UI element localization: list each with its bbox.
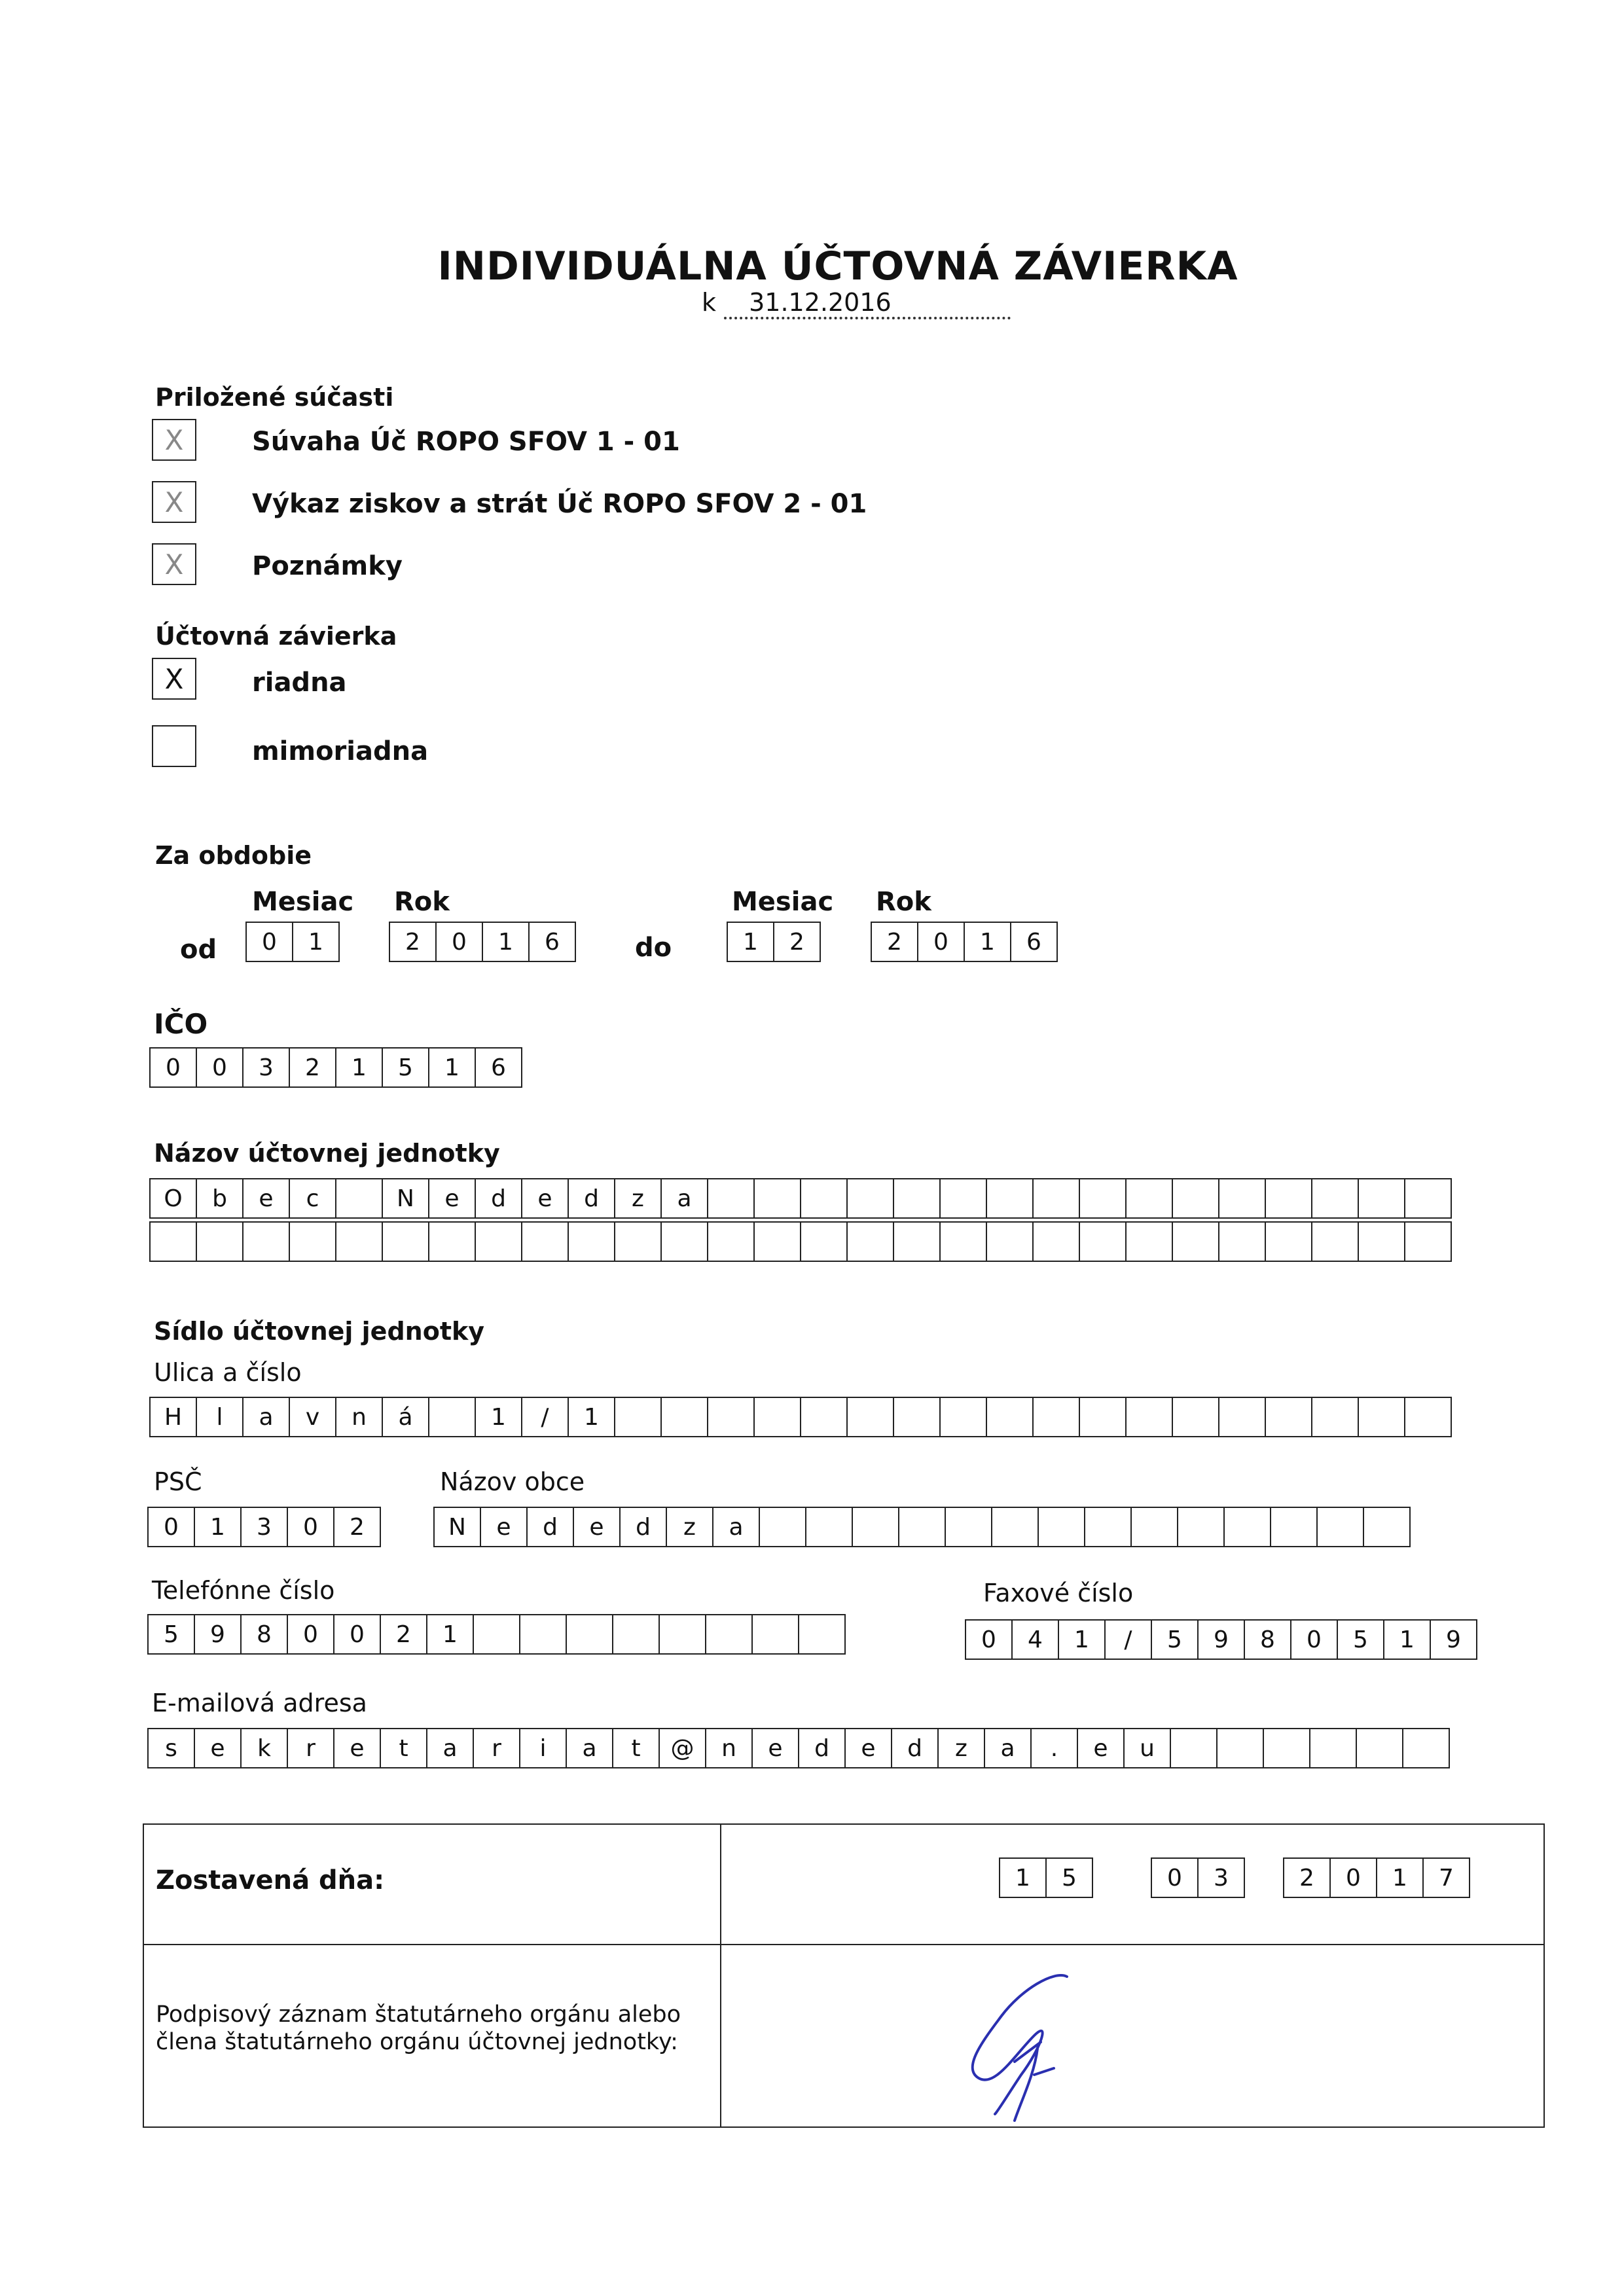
entity-name-cell[interactable] xyxy=(242,1221,290,1262)
report-date-line xyxy=(702,288,1011,319)
to-month-cell[interactable]: 2 xyxy=(773,922,821,962)
street-cell[interactable] xyxy=(893,1397,941,1437)
zip-cell[interactable]: 2 xyxy=(333,1507,381,1547)
to-year-label: Rok xyxy=(876,887,931,917)
to-year-cell[interactable]: 1 xyxy=(964,922,1011,962)
entity-name-cell[interactable] xyxy=(521,1221,569,1262)
email-cell[interactable]: a xyxy=(426,1728,474,1768)
city-cell[interactable] xyxy=(1038,1507,1085,1547)
street-cell[interactable] xyxy=(1218,1397,1266,1437)
street-cell[interactable]: n xyxy=(335,1397,383,1437)
city-cell[interactable] xyxy=(1316,1507,1364,1547)
email-cell[interactable]: e xyxy=(194,1728,242,1768)
entity-name-cell[interactable]: e xyxy=(428,1178,476,1219)
city-cell[interactable] xyxy=(852,1507,899,1547)
compiled-day-cell[interactable]: 1 xyxy=(999,1857,1047,1898)
phone-cell[interactable] xyxy=(473,1614,520,1655)
entity-name-cell[interactable] xyxy=(289,1221,336,1262)
compiled-day-cell[interactable]: 5 xyxy=(1045,1857,1093,1898)
city-cell[interactable]: N xyxy=(433,1507,481,1547)
signature-label-line-2: člena štatutárneho orgánu účtovnej jednotky: xyxy=(156,2029,678,2055)
city-cell[interactable] xyxy=(1270,1507,1318,1547)
entity-name-cell[interactable] xyxy=(939,1221,987,1262)
report-date[interactable]: 31.12.2016 xyxy=(724,288,1011,319)
from-year-field[interactable] xyxy=(389,922,576,962)
checkbox-regular[interactable]: X xyxy=(152,658,196,700)
street-cell[interactable] xyxy=(1125,1397,1173,1437)
email-cell[interactable]: a xyxy=(566,1728,613,1768)
fax-field[interactable] xyxy=(965,1619,1477,1660)
checkbox-notes[interactable]: X xyxy=(152,543,196,585)
fax-cell[interactable]: 5 xyxy=(1337,1619,1384,1660)
phone-cell[interactable] xyxy=(798,1614,846,1655)
phone-label: Telefónne číslo xyxy=(152,1576,335,1605)
compiled-month-cell[interactable]: 0 xyxy=(1151,1857,1199,1898)
email-cell[interactable]: e xyxy=(333,1728,381,1768)
city-cell[interactable]: z xyxy=(666,1507,713,1547)
phone-cell[interactable] xyxy=(519,1614,567,1655)
phone-cell[interactable]: 0 xyxy=(333,1614,381,1655)
from-year-label: Rok xyxy=(394,887,450,917)
entity-name-cell[interactable] xyxy=(1311,1221,1359,1262)
email-cell[interactable]: r xyxy=(473,1728,520,1768)
table-divider-vertical xyxy=(720,1823,721,2128)
entity-name-cell[interactable]: c xyxy=(289,1178,336,1219)
entity-name-cell[interactable] xyxy=(1172,1178,1219,1219)
to-month-label: Mesiac xyxy=(732,887,834,917)
entity-name-cell[interactable] xyxy=(382,1221,429,1262)
street-cell[interactable] xyxy=(1358,1397,1405,1437)
street-field[interactable] xyxy=(149,1397,1452,1437)
compiled-year-field[interactable] xyxy=(1283,1857,1470,1898)
from-year-cell[interactable]: 2 xyxy=(389,922,437,962)
email-cell[interactable]: e xyxy=(1077,1728,1125,1768)
entity-name-cell[interactable]: e xyxy=(242,1178,290,1219)
to-year-field[interactable] xyxy=(871,922,1058,962)
from-year-cell[interactable]: 0 xyxy=(435,922,483,962)
entity-name-cell[interactable] xyxy=(939,1178,987,1219)
entity-name-cell[interactable] xyxy=(1079,1221,1127,1262)
city-cell[interactable]: d xyxy=(619,1507,667,1547)
email-cell[interactable]: t xyxy=(380,1728,427,1768)
entity-name-cell[interactable] xyxy=(1032,1178,1080,1219)
fax-cell[interactable]: 5 xyxy=(1151,1619,1199,1660)
fax-cell[interactable]: 1 xyxy=(1058,1619,1106,1660)
street-cell[interactable]: á xyxy=(382,1397,429,1437)
checkbox-income-statement[interactable]: X xyxy=(152,481,196,523)
ico-cell[interactable]: 3 xyxy=(242,1047,290,1088)
entity-name-cell[interactable] xyxy=(1125,1221,1173,1262)
entity-name-cell[interactable] xyxy=(335,1221,383,1262)
street-cell[interactable]: H xyxy=(149,1397,197,1437)
from-year-cell[interactable]: 1 xyxy=(482,922,530,962)
city-cell[interactable]: d xyxy=(526,1507,574,1547)
email-cell[interactable]: z xyxy=(937,1728,985,1768)
entity-name-cell[interactable] xyxy=(846,1221,894,1262)
street-cell[interactable] xyxy=(1172,1397,1219,1437)
street-cell[interactable] xyxy=(1311,1397,1359,1437)
compiled-month-field[interactable] xyxy=(1151,1857,1245,1898)
ico-cell[interactable]: 0 xyxy=(149,1047,197,1088)
from-label: od xyxy=(180,935,217,965)
entity-name-cell[interactable] xyxy=(1125,1178,1173,1219)
email-cell[interactable]: d xyxy=(891,1728,939,1768)
city-cell[interactable] xyxy=(898,1507,946,1547)
phone-cell[interactable]: 5 xyxy=(147,1614,195,1655)
compiled-label: Zostavená dňa: xyxy=(156,1865,385,1895)
seat-heading: Sídlo účtovnej jednotky xyxy=(154,1317,485,1346)
email-cell[interactable]: d xyxy=(798,1728,846,1768)
entity-name-cell[interactable]: d xyxy=(475,1178,522,1219)
phone-field[interactable] xyxy=(147,1614,846,1655)
street-label: Ulica a číslo xyxy=(154,1358,302,1387)
email-cell[interactable]: n xyxy=(705,1728,753,1768)
fax-cell[interactable]: 4 xyxy=(1011,1619,1059,1660)
entity-name-cell[interactable] xyxy=(1218,1221,1266,1262)
entity-name-cell[interactable] xyxy=(1358,1221,1405,1262)
city-cell[interactable]: e xyxy=(573,1507,621,1547)
zip-cell[interactable]: 0 xyxy=(147,1507,195,1547)
phone-cell[interactable] xyxy=(705,1614,753,1655)
entity-name-cell[interactable] xyxy=(753,1221,801,1262)
street-cell[interactable]: a xyxy=(242,1397,290,1437)
street-cell[interactable] xyxy=(800,1397,848,1437)
email-cell[interactable] xyxy=(1216,1728,1264,1768)
entity-name-cell[interactable] xyxy=(800,1221,848,1262)
to-month-cell[interactable]: 1 xyxy=(727,922,774,962)
email-cell[interactable]: e xyxy=(751,1728,799,1768)
entity-name-cell[interactable] xyxy=(1218,1178,1266,1219)
entity-name-cell[interactable] xyxy=(893,1221,941,1262)
city-cell[interactable] xyxy=(759,1507,806,1547)
email-cell[interactable] xyxy=(1356,1728,1403,1768)
entity-name-cell[interactable]: b xyxy=(196,1178,244,1219)
entity-name-cell[interactable] xyxy=(1404,1221,1452,1262)
city-cell[interactable]: e xyxy=(480,1507,528,1547)
to-label: do xyxy=(635,933,672,963)
label-notes: Poznámky xyxy=(252,551,403,581)
to-year-cell[interactable]: 0 xyxy=(917,922,965,962)
zip-cell[interactable]: 1 xyxy=(194,1507,242,1547)
entity-name-cell[interactable] xyxy=(753,1178,801,1219)
ico-cell[interactable]: 2 xyxy=(289,1047,336,1088)
email-cell[interactable]: s xyxy=(147,1728,195,1768)
street-cell[interactable] xyxy=(1032,1397,1080,1437)
city-cell[interactable] xyxy=(1223,1507,1271,1547)
entity-name-cell[interactable] xyxy=(1079,1178,1127,1219)
email-cell[interactable]: @ xyxy=(659,1728,706,1768)
fax-cell[interactable]: 9 xyxy=(1197,1619,1245,1660)
label-income-statement: Výkaz ziskov a strát Úč ROPO SFOV 2 - 01 xyxy=(252,489,867,519)
entity-name-cell[interactable] xyxy=(428,1221,476,1262)
zip-cell[interactable]: 3 xyxy=(240,1507,288,1547)
street-cell[interactable]: l xyxy=(196,1397,244,1437)
street-cell[interactable] xyxy=(1404,1397,1452,1437)
email-cell[interactable] xyxy=(1402,1728,1450,1768)
city-cell[interactable] xyxy=(805,1507,853,1547)
period-heading: Za obdobie xyxy=(155,841,312,870)
phone-cell[interactable]: 2 xyxy=(380,1614,427,1655)
phone-cell[interactable]: 8 xyxy=(240,1614,288,1655)
ico-label: IČO xyxy=(154,1008,208,1040)
street-cell[interactable]: v xyxy=(289,1397,336,1437)
city-cell[interactable] xyxy=(1177,1507,1225,1547)
email-cell[interactable] xyxy=(1309,1728,1357,1768)
ico-cell[interactable]: 6 xyxy=(475,1047,522,1088)
city-cell[interactable]: a xyxy=(712,1507,760,1547)
email-cell[interactable] xyxy=(1263,1728,1310,1768)
entity-name-cell[interactable] xyxy=(1358,1178,1405,1219)
entity-name-cell[interactable] xyxy=(568,1221,615,1262)
street-cell[interactable]: / xyxy=(521,1397,569,1437)
street-cell[interactable] xyxy=(986,1397,1034,1437)
compiled-year-cell[interactable]: 0 xyxy=(1329,1857,1377,1898)
to-month-field[interactable] xyxy=(727,922,821,962)
entity-name-cell[interactable]: a xyxy=(660,1178,708,1219)
entity-name-cell[interactable] xyxy=(475,1221,522,1262)
email-cell[interactable] xyxy=(1170,1728,1218,1768)
ico-field[interactable] xyxy=(149,1047,522,1088)
street-cell[interactable] xyxy=(660,1397,708,1437)
from-month-label: Mesiac xyxy=(252,887,354,917)
street-cell[interactable] xyxy=(1079,1397,1127,1437)
entity-name-cell[interactable] xyxy=(986,1221,1034,1262)
entity-name-cell[interactable] xyxy=(707,1178,755,1219)
phone-cell[interactable]: 9 xyxy=(194,1614,242,1655)
phone-cell[interactable]: 0 xyxy=(287,1614,334,1655)
statement-type-heading: Účtovná závierka xyxy=(155,622,397,651)
checkbox-extraordinary[interactable] xyxy=(152,725,196,767)
signature-label-line-1: Podpisový záznam štatutárneho orgánu alebo xyxy=(156,2001,681,2028)
to-year-cell[interactable]: 2 xyxy=(871,922,918,962)
email-cell[interactable]: r xyxy=(287,1728,334,1768)
ico-cell[interactable]: 1 xyxy=(335,1047,383,1088)
entity-name-cell[interactable] xyxy=(1172,1221,1219,1262)
entity-name-row-1[interactable] xyxy=(149,1178,1452,1219)
table-divider-horizontal xyxy=(143,1944,1545,1945)
city-cell[interactable] xyxy=(991,1507,1039,1547)
city-cell[interactable] xyxy=(945,1507,992,1547)
entity-name-cell[interactable]: N xyxy=(382,1178,429,1219)
from-month-field[interactable] xyxy=(245,922,340,962)
street-cell[interactable] xyxy=(614,1397,662,1437)
entity-name-cell[interactable] xyxy=(149,1221,197,1262)
email-cell[interactable]: i xyxy=(519,1728,567,1768)
label-extraordinary: mimoriadna xyxy=(252,736,429,766)
entity-name-cell[interactable]: O xyxy=(149,1178,197,1219)
from-year-cell[interactable]: 6 xyxy=(528,922,576,962)
fax-cell[interactable]: 0 xyxy=(965,1619,1013,1660)
email-field[interactable] xyxy=(147,1728,1450,1768)
compiled-month-cell[interactable]: 3 xyxy=(1197,1857,1245,1898)
label-regular: riadna xyxy=(252,668,347,698)
compiled-year-cell[interactable]: 2 xyxy=(1283,1857,1331,1898)
ico-cell[interactable]: 0 xyxy=(196,1047,244,1088)
entity-name-cell[interactable]: d xyxy=(568,1178,615,1219)
entity-name-cell[interactable] xyxy=(614,1221,662,1262)
phone-cell[interactable] xyxy=(566,1614,613,1655)
zip-cell[interactable]: 0 xyxy=(287,1507,334,1547)
zip-label: PSČ xyxy=(154,1467,202,1496)
page-title: INDIVIDUÁLNA ÚČTOVNÁ ZÁVIERKA xyxy=(437,243,1238,289)
email-cell[interactable]: . xyxy=(1030,1728,1078,1768)
city-cell[interactable] xyxy=(1084,1507,1132,1547)
city-label: Názov obce xyxy=(440,1467,585,1496)
street-cell[interactable] xyxy=(846,1397,894,1437)
email-cell[interactable]: k xyxy=(240,1728,288,1768)
street-cell[interactable] xyxy=(707,1397,755,1437)
phone-cell[interactable]: 1 xyxy=(426,1614,474,1655)
phone-cell[interactable] xyxy=(659,1614,706,1655)
phone-cell[interactable] xyxy=(751,1614,799,1655)
email-cell[interactable]: a xyxy=(984,1728,1032,1768)
phone-cell[interactable] xyxy=(612,1614,660,1655)
email-label: E-mailová adresa xyxy=(152,1689,367,1717)
entity-name-cell[interactable] xyxy=(1032,1221,1080,1262)
city-cell[interactable] xyxy=(1363,1507,1411,1547)
entity-name-cell[interactable]: z xyxy=(614,1178,662,1219)
entity-name-cell[interactable] xyxy=(707,1221,755,1262)
email-cell[interactable]: e xyxy=(844,1728,892,1768)
entity-name-cell[interactable] xyxy=(800,1178,848,1219)
date-prefix: k xyxy=(702,288,717,317)
entity-name-label: Názov účtovnej jednotky xyxy=(154,1139,500,1168)
entity-name-cell[interactable] xyxy=(196,1221,244,1262)
entity-name-cell[interactable] xyxy=(1311,1178,1359,1219)
attached-heading: Priložené súčasti xyxy=(155,383,394,412)
zip-field[interactable] xyxy=(147,1507,381,1547)
from-month-cell[interactable]: 1 xyxy=(292,922,340,962)
from-month-cell[interactable]: 0 xyxy=(245,922,293,962)
fax-cell[interactable]: 9 xyxy=(1430,1619,1477,1660)
ico-cell[interactable]: 1 xyxy=(428,1047,476,1088)
city-field[interactable] xyxy=(433,1507,1411,1547)
fax-cell[interactable]: 1 xyxy=(1383,1619,1431,1660)
fax-cell[interactable]: 0 xyxy=(1290,1619,1338,1660)
entity-name-cell[interactable] xyxy=(986,1178,1034,1219)
checkbox-balance-sheet[interactable]: X xyxy=(152,419,196,461)
city-cell[interactable] xyxy=(1130,1507,1178,1547)
entity-name-cell[interactable] xyxy=(1265,1178,1312,1219)
email-cell[interactable]: u xyxy=(1123,1728,1171,1768)
street-cell[interactable] xyxy=(939,1397,987,1437)
fax-cell[interactable]: 8 xyxy=(1244,1619,1291,1660)
street-cell[interactable] xyxy=(428,1397,476,1437)
to-year-cell[interactable]: 6 xyxy=(1010,922,1058,962)
ico-cell[interactable]: 5 xyxy=(382,1047,429,1088)
street-cell[interactable] xyxy=(753,1397,801,1437)
compiled-year-cell[interactable]: 7 xyxy=(1422,1857,1470,1898)
entity-name-cell[interactable] xyxy=(1404,1178,1452,1219)
entity-name-cell[interactable]: e xyxy=(521,1178,569,1219)
entity-name-cell[interactable] xyxy=(846,1178,894,1219)
entity-name-cell[interactable] xyxy=(893,1178,941,1219)
compiled-day-field[interactable] xyxy=(999,1857,1093,1898)
entity-name-cell[interactable] xyxy=(335,1178,383,1219)
street-cell[interactable]: 1 xyxy=(475,1397,522,1437)
fax-label: Faxové číslo xyxy=(983,1579,1134,1607)
street-cell[interactable] xyxy=(1265,1397,1312,1437)
signature-scribble xyxy=(943,1964,1113,2127)
street-cell[interactable]: 1 xyxy=(568,1397,615,1437)
label-balance-sheet: Súvaha Úč ROPO SFOV 1 - 01 xyxy=(252,427,680,457)
email-cell[interactable]: t xyxy=(612,1728,660,1768)
entity-name-cell[interactable] xyxy=(660,1221,708,1262)
fax-cell[interactable]: / xyxy=(1104,1619,1152,1660)
compiled-year-cell[interactable]: 1 xyxy=(1376,1857,1424,1898)
entity-name-cell[interactable] xyxy=(1265,1221,1312,1262)
entity-name-row-2[interactable] xyxy=(149,1221,1452,1262)
